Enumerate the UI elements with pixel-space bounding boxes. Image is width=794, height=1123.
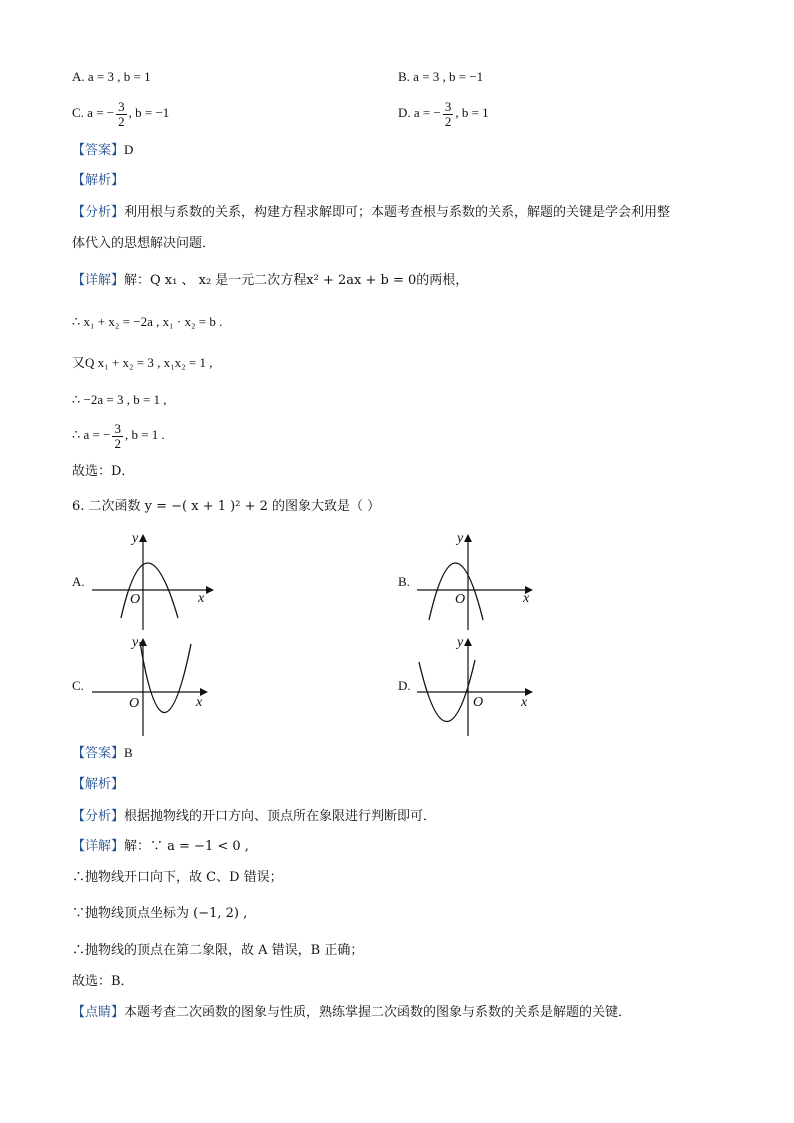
option-c-fraction — [116, 100, 127, 129]
graph-c — [88, 632, 218, 740]
parabola — [419, 660, 475, 722]
fenxi-text: 利用根与系数的关系，构建方程求解即可；本题考查根与系数的关系，解题的关键是学会利用整 — [124, 205, 671, 220]
origin-label: O — [455, 592, 466, 607]
step4-suffix: , b = 1 . — [124, 427, 165, 442]
y-label: y — [457, 531, 464, 546]
fenxi-q6 — [72, 808, 436, 826]
y-label: y — [132, 531, 139, 546]
y-label: y — [132, 635, 139, 650]
y-axis-arrow-icon — [139, 534, 147, 542]
option-c-suffix: , b = −1 — [128, 105, 170, 120]
frac-denominator: 2 — [118, 113, 125, 129]
parabola — [140, 642, 191, 713]
fenxi-q5-line1 — [72, 204, 670, 222]
analysis-tag-q5: 【解析】 — [72, 173, 125, 188]
option-d — [398, 98, 489, 129]
q6-choose: 故选：B． — [72, 974, 134, 989]
answer-tag: 【答案】 — [72, 143, 125, 158]
xiangjie-text: 解：∵ a = −1 < 0 , — [124, 839, 249, 854]
option-d-suffix: , b = 1 — [455, 105, 489, 120]
xiangjie-q5-line1 — [72, 272, 468, 290]
graph-c-label: C. — [72, 678, 84, 693]
analysis-tag-q6: 【解析】 — [72, 777, 125, 792]
frac-denominator: 2 — [444, 113, 452, 129]
answer-line-q5 — [72, 141, 133, 160]
origin-label: O — [129, 696, 140, 711]
q5-choose: 故选：D． — [72, 464, 135, 479]
answer-value: D — [124, 142, 134, 157]
option-a: A. a = 3 , b = 1 — [72, 69, 151, 84]
fenxi-tag: 【分析】 — [72, 205, 125, 220]
answer-line-q6 — [72, 744, 133, 763]
y-axis-arrow-icon — [464, 638, 472, 646]
xiangjie-q6-line1 — [72, 838, 249, 856]
q6-step4: ∴抛物线的顶点在第二象限，故 A 错误，B 正确； — [72, 943, 364, 958]
graph-b-label: B. — [398, 574, 410, 589]
origin-label: O — [130, 592, 141, 607]
x-axis-arrow-icon — [206, 586, 214, 594]
xiangjie-tag: 【详解】 — [72, 273, 125, 288]
x-label: x — [523, 591, 530, 606]
q6-step3: ∵抛物线顶点坐标为 (−1, 2) , — [72, 906, 248, 921]
y-label: y — [457, 635, 464, 650]
x-label: x — [196, 695, 203, 710]
xiangjie-tag: 【详解】 — [72, 839, 125, 854]
origin-label: O — [473, 695, 484, 710]
option-c-prefix: C. a = − — [72, 105, 115, 120]
step4-fraction — [112, 422, 123, 451]
graph-d — [413, 632, 543, 740]
fenxi-tag: 【分析】 — [72, 809, 125, 824]
option-b: B. a = 3 , b = −1 — [398, 69, 484, 84]
dianjing-tag: 【点睛】 — [72, 1005, 125, 1020]
x-label: x — [198, 591, 205, 606]
answer-tag: 【答案】 — [72, 746, 125, 761]
graph-a-label: A. — [72, 574, 85, 589]
y-axis-arrow-icon — [464, 534, 472, 542]
option-d-prefix: D. a = − — [398, 105, 441, 120]
frac-numerator: 3 — [444, 98, 452, 114]
x-label: x — [521, 695, 528, 710]
frac-numerator: 3 — [118, 98, 125, 114]
frac-numerator: 3 — [114, 420, 121, 436]
q5-step1: ∴ x₁ + x₂ = −2a , x₁ · x₂ = b . — [72, 314, 223, 329]
fenxi-q5-line2: 体代入的思想解决问题． — [72, 236, 216, 251]
q5-step3: ∴ −2a = 3 , b = 1 , — [72, 392, 167, 407]
q6-step2: ∴抛物线开口向下，故 C、D 错误； — [72, 870, 283, 885]
q6-question: 6. 二次函数 y = −( x + 1 )² + 2 的图象大致是（ ） — [72, 499, 381, 514]
frac-denominator: 2 — [114, 435, 121, 451]
graph-d-label: D. — [398, 678, 411, 693]
xiangjie-text: 解：Q x₁ 、 x₂ 是一元二次方程x² + 2ax + b = 0的两根， — [124, 273, 469, 288]
q5-step2: 又Q x₁ + x₂ = 3 , x₁x₂ = 1 , — [72, 355, 213, 370]
q5-step4 — [72, 420, 165, 451]
dianjing-q6 — [72, 1004, 631, 1022]
answer-value: B — [124, 745, 133, 760]
option-c — [72, 98, 169, 129]
step4-prefix: ∴ a = − — [72, 427, 111, 442]
dianjing-text: 本题考查二次函数的图象与性质，熟练掌握二次函数的图象与系数的关系是解题的关键． — [124, 1005, 632, 1020]
graph-a — [88, 530, 218, 635]
graph-b — [413, 530, 543, 635]
option-d-fraction — [443, 100, 454, 129]
fenxi-text: 根据抛物线的开口方向、顶点所在象限进行判断即可． — [124, 809, 437, 824]
